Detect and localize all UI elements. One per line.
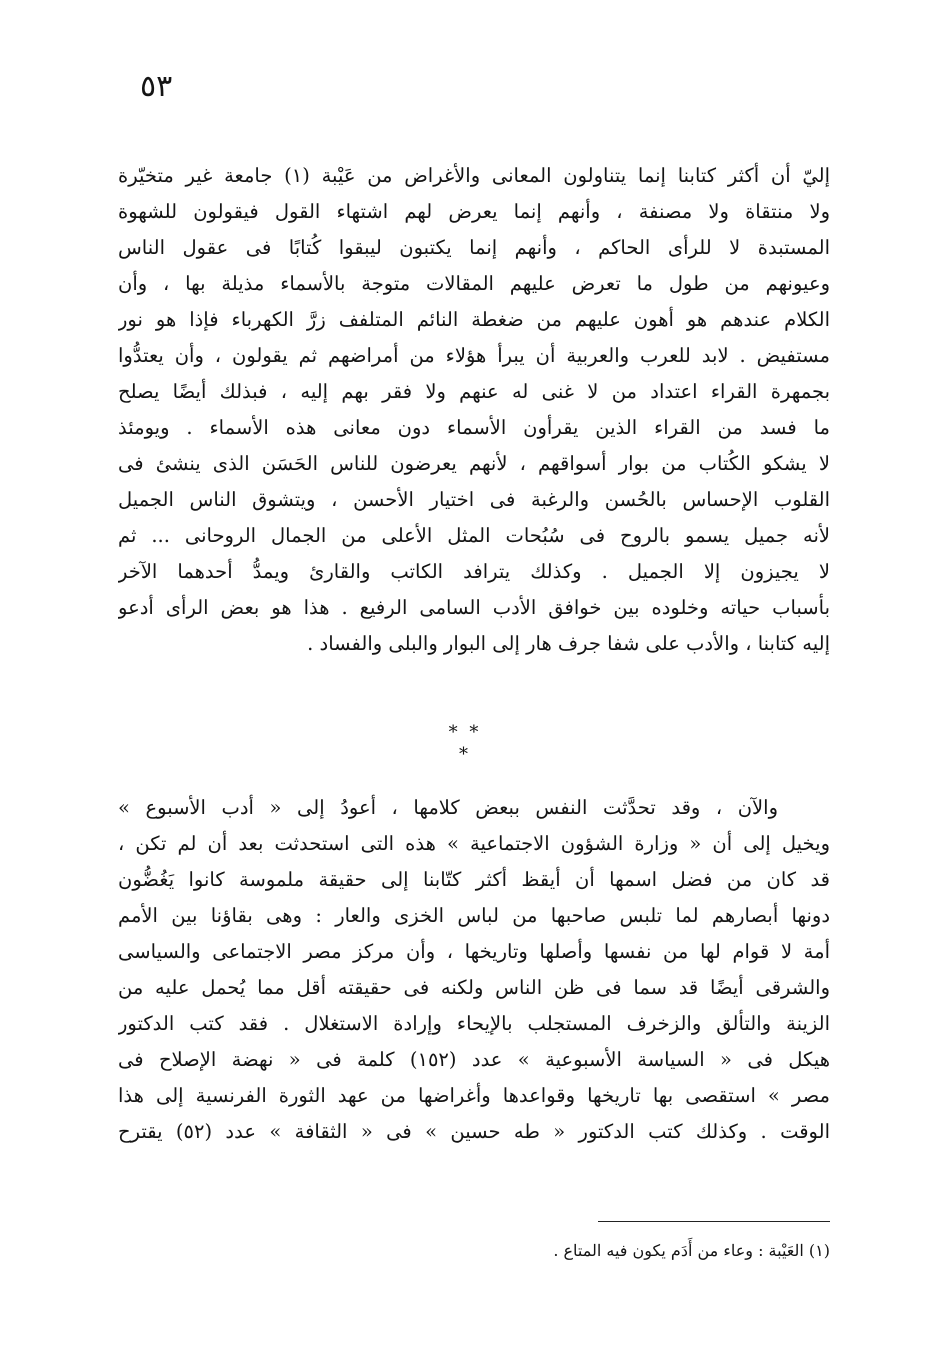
text-line: لا يشكو الكُتاب من بوار أسواقهم ، لأنهم يعرضون للناس الحَسَن الذى ينشئ فى [118, 452, 830, 475]
text-line: دونها أبصارهم لما تلبس صاحبها من لباس الخزى والعار : وهى بقاؤنا بين الأمم [118, 904, 830, 927]
text-line: قد كان من فضل اسمها أن أيقظ أكثر كتّابنا إلى حقيقة ملموسة كانوا يَغُضُّون [118, 868, 830, 891]
text-line: الوقت . وكذلك كتب الدكتور « طه حسين » فى « الثقافة » عدد (٥٢) يقترح [118, 1120, 830, 1143]
text-line: بأسباب حياته وخلوده بين خوافق الأدب السامى الرفيع . هذا هو بعض الرأى أدعو [118, 596, 830, 619]
text-line: الكلام عندهم هو أهون عليهم من ضغطة النائم المتلفف زرَّ الكهرباء فإذا هو نور [118, 308, 830, 331]
text-line: القلوب الإحساس بالحُسن والرغبة فى اختيار الأحسن ، ويتشوق الناس الجميل [118, 488, 830, 511]
text-line: هيكل فى « السياسة الأسبوعية » عدد (١٥٢) كلمة فى « نهضة الإصلاح فى [118, 1048, 830, 1071]
text-line: والآن ، وقد تحدَّثت النفس ببعض كلامها ، أعودُ إلى « أدب الأسبوع » [118, 796, 778, 819]
footnote-rule [598, 1221, 830, 1222]
text-line: إليّ أن أكثر كتابنا إنما يتناولون المعانى والأغراض من عَيْبة (١) جامعة غير متخيّرة [118, 164, 830, 187]
text-line: ويخيل إلى أن « وزارة الشؤون الاجتماعية » هذه التى استحدثت بعد أن لم تكن ، [118, 832, 830, 855]
footnote: (١) العَيْبة : وعاء من أَدَم يكون فيه المتاع . [553, 1241, 830, 1260]
text-line: وعيونهم من طول ما تعرض عليهم المقالات متوجة بالأسماء مذيلة بها ، وأن [118, 272, 830, 295]
text-line: لا يجيزون إلا الجميل . وكذلك يترافد الكاتب والقارئ ويمدُّ أحدهما الآخر [118, 560, 830, 583]
text-line: بجمهرة القراء اعتداد من لا غنى له عنهم ولا فقر بهم إليه ، فبذلك أيضًا يصلح [118, 380, 830, 403]
text-line: مستفيض . لابد للعرب والعربية أن يبرأ هؤلاء من أمراضهم ثم يقولون ، وأن يعتدُّوا [118, 344, 830, 367]
text-line: المستبدة لا للرأى الحاكم ، وأنهم إنما يكتبون ليبقوا كُتابًا فى عقول الناس [118, 236, 830, 259]
text-line: لأنه جميل يسمو بالروح فى سُبُحات المثل الأعلى من الجمال الروحانى ... ثم [118, 524, 830, 547]
text-line: الزينة والتألق والزخرف المستجلب بالإيحاء وإرادة الاستغلال . فقد كتب الدكتور [118, 1012, 830, 1035]
section-separator: * * * [448, 722, 482, 765]
text-line: والشرقى أيضًا قد سما فى ظن الناس ولكنه فى حقيقته أقل مما يُحمل عليه من [118, 976, 830, 999]
text-line: ما فسد من القراء الذين يقرأون الأسماء دون معانى هذه الأسماء . ويومئذ [118, 416, 830, 439]
text-line: أمة لا قوام لها من نفسها وأصلها وتاريخها ، وأن مركز مصر الاجتماعى والسياسى [118, 940, 830, 963]
paragraph-1 [118, 158, 830, 662]
page-number: ٥٣ [140, 69, 173, 104]
text-line: إليه كتابنا ، والأدب على شفا جرف هار إلى البوار والبلى والفساد . [307, 632, 830, 655]
paragraph-2 [118, 790, 830, 1150]
text-line: مصر » استقصى بها تاريخها وقواعدها وأغراضها من عهد الثورة الفرنسية إلى هذا [118, 1084, 830, 1107]
text-line: ولا منتقاة ولا مصنفة ، وأنهم إنما يعرض لهم اشتهاء القول فيقولون للشهوة [118, 200, 830, 223]
